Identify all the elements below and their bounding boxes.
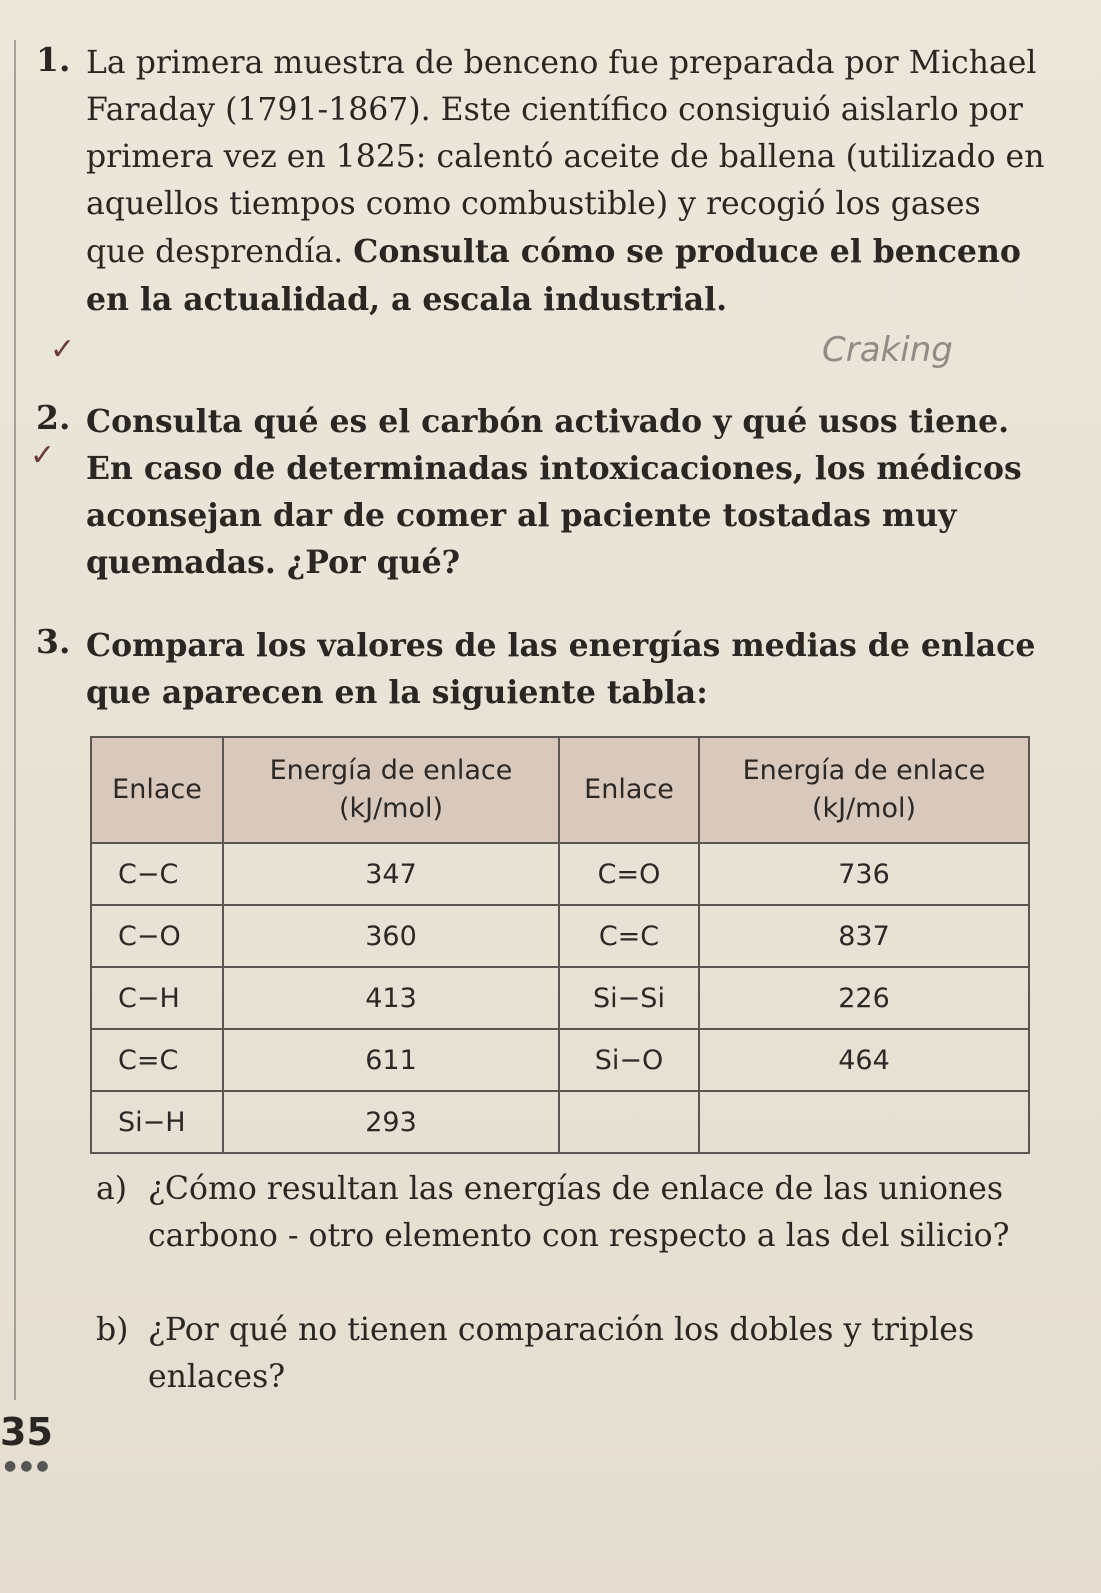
question-3: [36, 622, 1046, 716]
table-header-row: [91, 737, 1029, 843]
table-row: [91, 843, 1029, 905]
bond-energy-table: [90, 736, 1030, 1154]
question-1: [36, 40, 1046, 324]
question-number: 3.: [36, 622, 71, 661]
question-number: 2.: [36, 398, 71, 437]
energy-cell: 226: [699, 967, 1029, 1029]
bond-cell: C−H: [91, 967, 223, 1029]
bond-cell: C=C: [91, 1029, 223, 1091]
bond-cell: Si−H: [91, 1091, 223, 1153]
bond-cell: Si−O: [559, 1029, 699, 1091]
energy-cell: 464: [699, 1029, 1029, 1091]
table-row: [91, 1029, 1029, 1091]
table-row: [91, 905, 1029, 967]
question-text: [86, 40, 1046, 324]
sub-question-label: a): [96, 1171, 128, 1207]
energy-cell: 413: [223, 967, 559, 1029]
energy-cell: 611: [223, 1029, 559, 1091]
sub-question-a: [96, 1166, 1046, 1260]
question-2: [36, 398, 1046, 586]
header-energy: Energía de enlace (kJ/mol): [699, 737, 1029, 843]
energy-cell: 347: [223, 843, 559, 905]
energy-cell: 360: [223, 905, 559, 967]
page-number: 35: [0, 1410, 53, 1454]
checkmark-icon: ✓: [50, 332, 76, 367]
sub-question-text: ¿Cómo resultan las energías de enlace de las uniones carbono - otro elemento con respecto a las del silicio?: [148, 1171, 1010, 1254]
energy-cell: 293: [223, 1091, 559, 1153]
question-text-bold: Consulta cómo se produce el benceno en la actualidad, a escala industrial.: [86, 233, 1021, 318]
handwritten-note: Craking: [822, 330, 953, 370]
energy-cell: [699, 1091, 1029, 1153]
question-number: 1.: [36, 40, 71, 79]
header-energy: Energía de enlace (kJ/mol): [223, 737, 559, 843]
bond-cell: C=C: [559, 905, 699, 967]
checkmark-icon: ✓: [30, 438, 56, 473]
bond-cell: C=O: [559, 843, 699, 905]
sub-question-text: ¿Por qué no tienen comparación los dobles y triples enlaces?: [148, 1312, 975, 1395]
question-text-normal: La primera muestra de benceno fue preparada por Michael Faraday (1791-1867). Este científico consiguió aislarlo por primera vez en 1825: calentó aceite de ballena (utilizado en aquellos tiempos como combustible) y recogió los gases que desprendía.: [86, 45, 1045, 270]
bond-cell: Si−Si: [559, 967, 699, 1029]
margin-line: [14, 40, 16, 1400]
bond-cell: [559, 1091, 699, 1153]
table-row: [91, 967, 1029, 1029]
page-dots-decoration: ●●●: [4, 1458, 53, 1474]
bond-cell: C−O: [91, 905, 223, 967]
sub-question-label: b): [96, 1312, 129, 1348]
table-row: [91, 1091, 1029, 1153]
header-bond: Enlace: [559, 737, 699, 843]
energy-cell: 736: [699, 843, 1029, 905]
question-text: Consulta qué es el carbón activado y qué usos tiene. En caso de determinadas intoxicaciones, los médicos aconsejan dar de comer al paciente tostadas muy quemadas. ¿Por qué?: [86, 403, 1022, 581]
header-bond: Enlace: [91, 737, 223, 843]
sub-question-b: [96, 1307, 1046, 1401]
energy-cell: 837: [699, 905, 1029, 967]
question-text: Compara los valores de las energías medias de enlace que aparecen en la siguiente tabla:: [86, 627, 1036, 711]
bond-cell: C−C: [91, 843, 223, 905]
